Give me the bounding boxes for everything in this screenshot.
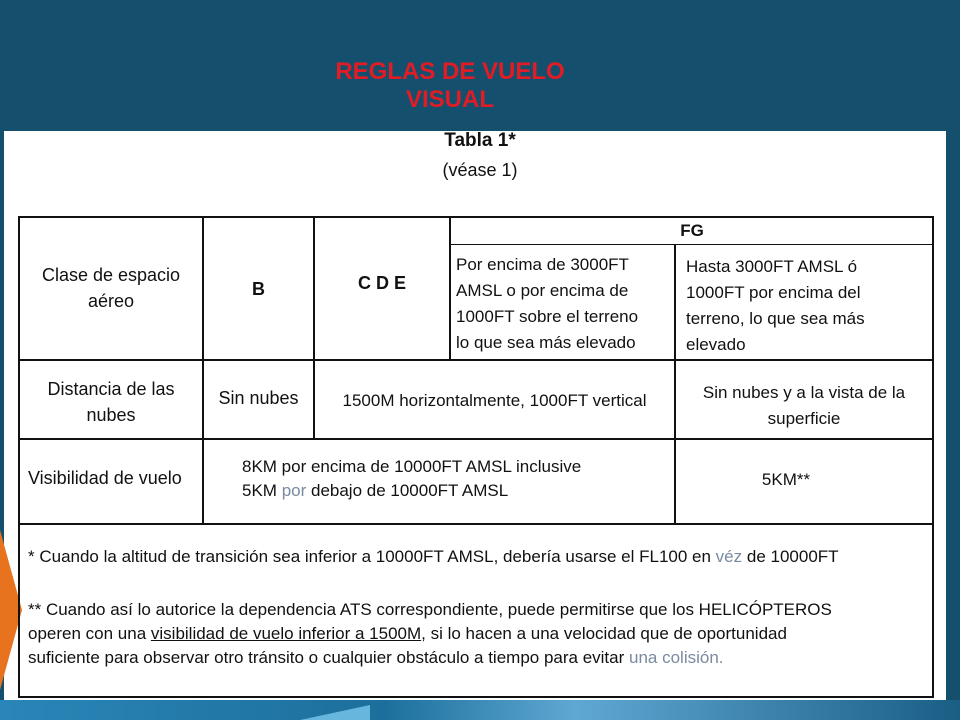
row3-main xyxy=(242,455,672,503)
table-border-bottom xyxy=(18,696,934,698)
slide-title-line2: VISUAL xyxy=(405,86,494,113)
row2-label-line2: nubes xyxy=(86,405,136,425)
row1-fg-above-line4: lo que sea más elevado xyxy=(456,333,636,352)
row1-fg-above xyxy=(456,252,674,356)
footnote-2-line2-underlined: visibilidad de vuelo inferior a 1500M xyxy=(150,624,422,643)
row-separator-1 xyxy=(18,359,934,361)
row2-class-cde-fg: 1500M horizontalmente, 1000FT vertical xyxy=(342,391,647,410)
row1-fg-upto-line2: 1000FT por encima del xyxy=(686,283,861,302)
bottom-accent-band xyxy=(0,700,960,720)
footnote-1-part2: véz xyxy=(715,547,743,566)
row3-main-line1: 8KM por encima de 10000FT AMSL inclusive xyxy=(242,457,582,476)
row3-label: Visibilidad de vuelo xyxy=(28,468,182,488)
row1-label-line2: aéreo xyxy=(87,291,135,311)
slide-title xyxy=(290,58,610,114)
footnote-2-line3 xyxy=(28,646,928,670)
row1-fg-upto-line3: terreno, lo que sea más xyxy=(686,309,865,328)
footnote-2-line3-part2: una colisión. xyxy=(629,648,724,667)
right-band xyxy=(946,0,960,720)
row3-main-line2-part3: debajo de 10000FT AMSL xyxy=(306,481,509,500)
row1-label-line1: Clase de espacio xyxy=(41,265,181,285)
row3-fg-upto: 5KM** xyxy=(761,470,811,489)
footnote-2-line2 xyxy=(28,622,928,646)
row1-fg-upto xyxy=(686,254,932,358)
row-separator-3 xyxy=(18,523,934,525)
row2-label-line1: Distancia de las xyxy=(47,379,175,399)
row3-main-line2-part2: por xyxy=(281,481,307,500)
row1-fg-upto-line4: elevado xyxy=(686,335,746,354)
row2-fg-upto-line1: Sin nubes y a la vista de la xyxy=(702,383,906,402)
bottom-accent-shape xyxy=(300,705,370,720)
row2-class-b: Sin nubes xyxy=(218,388,299,408)
footnote-2-line2-part3: , si lo hacen a una velocidad que de oportunidad xyxy=(421,624,787,643)
row1-fg-above-line1: Por encima de 3000FT xyxy=(456,255,629,274)
table-border-top xyxy=(18,216,934,218)
row1-fg-upto-line1: Hasta 3000FT AMSL ó xyxy=(686,257,858,276)
footnote-2-line1: ** Cuando así lo autorice la dependencia ATS correspondiente, puede permitirse que los HELICÓPTEROS xyxy=(28,600,832,619)
footnote-1-part1: * Cuando la altitud de transición sea inferior a 10000FT AMSL, debería usarse el FL100 en xyxy=(28,547,716,566)
row1-class-cde: C D E xyxy=(357,273,406,293)
table-border-right xyxy=(932,216,934,698)
footnote-1 xyxy=(28,545,928,569)
document-subtitle: (véase 1) xyxy=(442,160,518,180)
slide-title-line1: REGLAS DE VUELO xyxy=(335,58,565,85)
row1-label xyxy=(20,262,202,314)
row2-label xyxy=(20,376,202,428)
col-separator-1 xyxy=(202,216,204,525)
footnote-2-line2-part1: operen con una xyxy=(28,624,151,643)
row2-fg-upto-line2: superficie xyxy=(767,409,841,428)
row-separator-2 xyxy=(18,438,934,440)
footnote-2 xyxy=(28,598,928,670)
row3-main-line2-part1: 5KM xyxy=(242,481,282,500)
fg-header: FG xyxy=(680,221,704,240)
row1-fg-above-line3: 1000FT sobre el terreno xyxy=(456,307,639,326)
row3-main-line2 xyxy=(242,479,672,503)
document-title: Tabla 1* xyxy=(444,130,516,151)
footnote-2-line3-part1: suficiente para observar otro tránsito o cualquier obstáculo a tiempo para evitar xyxy=(28,648,629,667)
row1-fg-above-line2: AMSL o por encima de xyxy=(456,281,629,300)
footnote-1-part3: de 10000FT xyxy=(742,547,839,566)
fg-header-separator xyxy=(450,244,934,245)
row2-fg-upto xyxy=(676,380,932,432)
row1-class-b: B xyxy=(252,279,265,299)
